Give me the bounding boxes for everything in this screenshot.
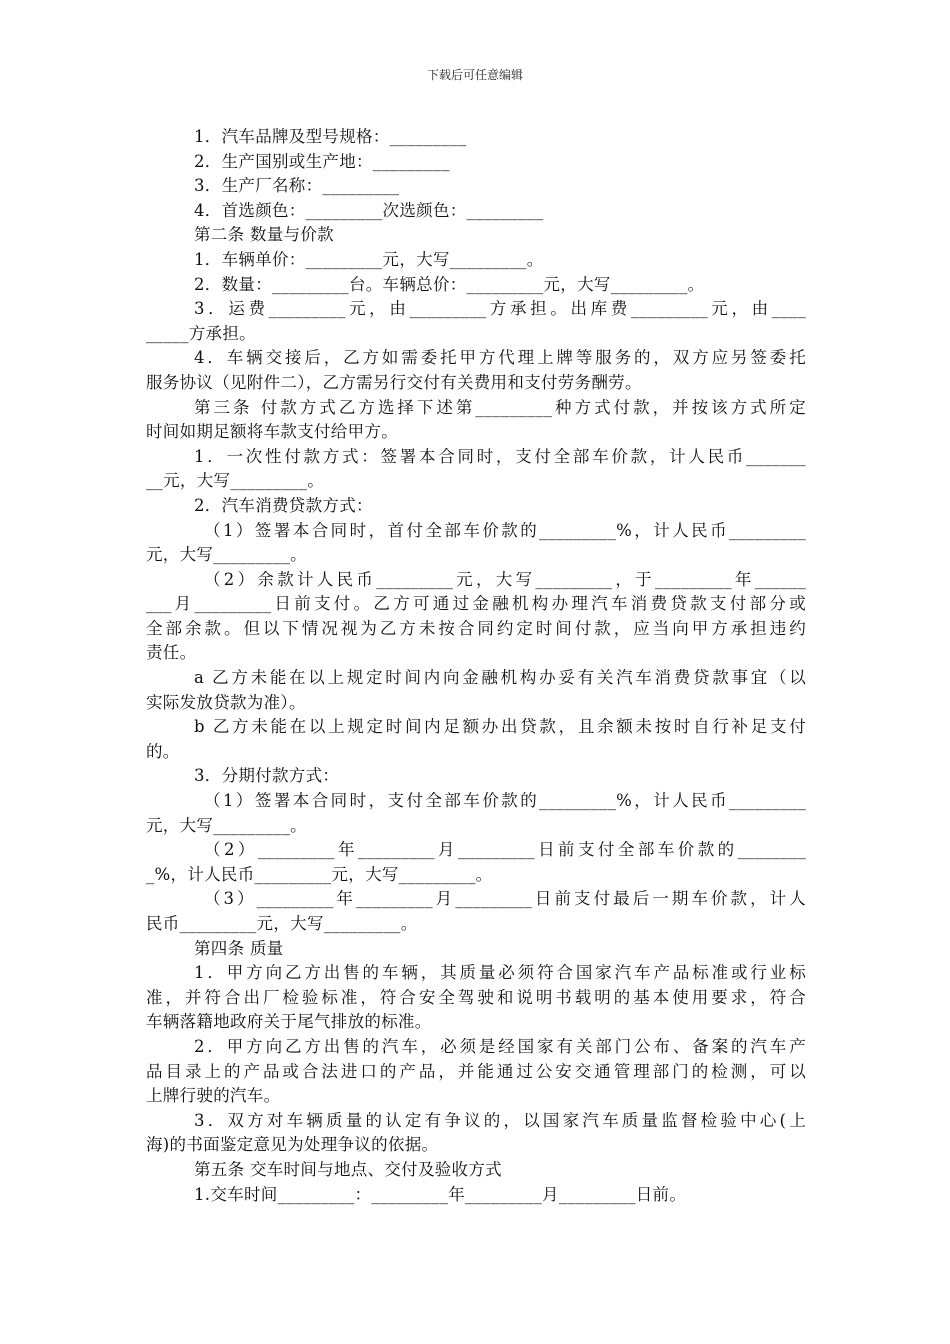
text-line: 4．首选颜色：_________次选颜色：_________ [194,200,544,220]
text-line: 1．汽车品牌及型号规格：_________ [194,127,467,146]
text-line: （1）签署本合同时，首付全部车价款的_________%，计人民币_________ [204,520,806,540]
text-line: 实际发放贷款为准）。 [146,692,306,712]
text-line: 1.交车时间_________：_________年_________月_________日前。 [194,1184,687,1204]
text-line: 元，大写_________。 [146,545,307,565]
text-line: _____方承担。 [146,323,256,343]
text-line: 时间如期足额将车款支付给甲方。 [146,422,398,442]
text-line: 3．双方对车辆质量的认定有争议的，以国家汽车质量监督检验中心(上 [194,1110,806,1130]
section-heading: 第四条 质量 [194,938,284,958]
text-line: 民币_________元，大写_________。 [146,914,418,933]
text-line: 元，大写_________。 [146,815,307,835]
text-line: 品目录上的产品或合法进口的产品，并能通过公安交通管理部门的检测，可以 [146,1061,806,1081]
text-line: 服务协议（见附件二），乙方需另行交付有关费用和支付劳务酬劳。 [146,372,642,392]
text-line: 准，并符合出厂检验标准，符合安全驾驶和说明书载明的基本使用要求，符合 [146,987,806,1007]
page-header: 下载后可任意编辑 [426,68,523,82]
text-line: 海)的书面鉴定意见为处理争议的依据。 [146,1135,439,1155]
text-line: b 乙方未能在以上规定时间内足额办出贷款，且余额未按时自行补足支付 [194,717,806,737]
text-line: 上牌行驶的汽车。 [146,1086,281,1106]
text-line: _%，计人民币_________元，大写_________。 [146,864,493,884]
text-line: ___月_________日前支付。乙方可通过金融机构办理汽车消费贷款支付部分或 [146,594,806,614]
text-line: 2．甲方向乙方出售的汽车，必须是经国家有关部门公布、备案的汽车产 [194,1036,806,1056]
text-line: 2．生产国别或生产地：_________ [194,151,450,171]
text-line: a 乙方未能在以上规定时间内向金融机构办妥有关汽车消费贷款事宜（以 [194,668,806,688]
text-line: 1．车辆单价：_________元，大写_________。 [194,249,544,269]
text-line: 1．甲方向乙方出售的车辆，其质量必须符合国家汽车产品标准或行业标 [194,963,806,983]
text-line: 的。 [146,741,180,761]
text-line: 1．一次性付款方式：签署本合同时，支付全部车价款，计人民币_______ [194,446,806,466]
text-line: __元，大写_________。 [146,471,325,491]
section-heading: 第三条 付款方式乙方选择下述第_________种方式付款，并按该方式所定 [194,397,806,417]
contract-body [146,125,806,1207]
section-heading: 第五条 交车时间与地点、交付及验收方式 [194,1159,502,1179]
text-line: （2）_________年_________月_________日前支付全部车价款的________ [204,840,806,860]
text-line: 3．分期付款方式： [194,766,340,786]
section-heading: 第二条 数量与价款 [194,225,334,245]
text-line: （2）余款计人民币_________元，大写_________，于_________年______ [204,569,806,589]
text-line: 3．运费_________元，由_________方承担。出库费_________元，由____ [194,299,806,319]
text-line: 责任。 [146,643,197,663]
text-line: 全部余款。但以下情况视为乙方未按合同约定时间付款，应当向甲方承担违约 [146,618,806,638]
text-line: 2．数量：_________台。车辆总价：_________元，大写_________。 [194,274,705,294]
text-line: 3．生产厂名称：_________ [194,176,400,196]
text-line: 4．车辆交接后，乙方如需委托甲方代理上牌等服务的，双方应另签委托 [194,348,806,368]
text-line: 车辆落籍地政府关于尾气排放的标准。 [146,1012,432,1032]
text-line: （1）签署本合同时，支付全部车价款的_________%，计人民币_________ [204,791,806,811]
text-line: 2．汽车消费贷款方式： [194,495,373,515]
text-line: （3）_________年_________月_________日前支付最后一期车价款，计人 [204,889,806,909]
